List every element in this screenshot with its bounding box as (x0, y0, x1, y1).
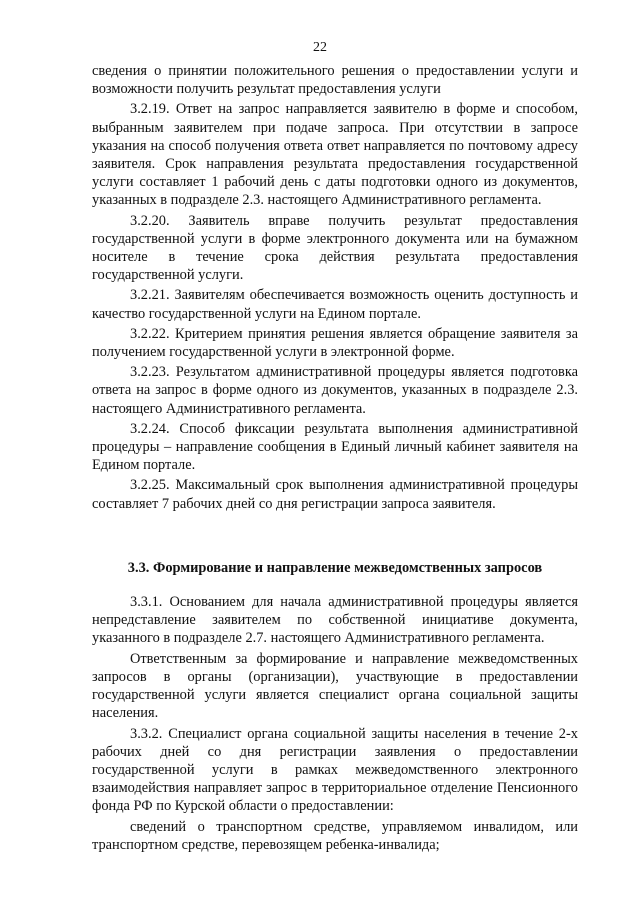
paragraph: 3.2.19. Ответ на запрос направляется заявителю в форме и способом, выбранным заявителем при подаче запроса. При отсутствии в запросе указания на способ получения ответа ответ направляется по почтовому адресу заявителя. Срок направления результата предоставления государственной услуги составляет 1 рабочий день с даты подготовки одного из документов, указанных в подразделе 2.3. настоящего Административного регламента. (92, 101, 578, 209)
paragraph: 3.2.20. Заявитель вправе получить результат предоставления государственной услуги в форме электронного документа или на бумажном носителе в течение срока действия результата предоставления государственной услуги. (92, 212, 578, 284)
paragraph: сведений о транспортном средстве, управляемом инвалидом, или транспортном средстве, перевозящем ребенка-инвалида; (92, 818, 578, 853)
paragraph: 3.3.2. Специалист органа социальной защиты населения в течение 2-х рабочих дней со дня регистрации заявления о предоставлении государственной услуги в рамках межведомственного электронного взаимодействия направляет запрос в территориальное отделение Пенсионного фонда РФ по Курской области о предоставлении: (92, 725, 578, 815)
paragraph: 3.2.25. Максимальный срок выполнения административной процедуры составляет 7 рабочих дней со дня регистрации запроса заявителя. (92, 477, 578, 512)
section-heading: 3.3. Формирование и направление межведомственных запросов (127, 559, 543, 576)
paragraph: 3.2.24. Способ фиксации результата выполнения административной процедуры – направление сообщения в Единый личный кабинет заявителя на Едином портале. (92, 420, 578, 474)
paragraph: 3.2.21. Заявителям обеспечивается возможность оценить доступность и качество государственной услуги на Едином портале. (92, 287, 578, 322)
paragraph: 3.2.22. Критерием принятия решения является обращение заявителя за получением государственной услуги в электронной форме. (92, 325, 578, 361)
paragraph: 3.2.23. Результатом административной процедуры является подготовка ответа на запрос в форме одного из документов, указанных в подразделе 2.3. настоящего Административного регламента. (92, 364, 578, 417)
paragraph: сведения о принятии положительного решения о предоставлении услуги и возможности получить результат предоставления услуги (92, 63, 578, 98)
document-body (92, 62, 578, 856)
paragraph: 3.3.1. Основанием для начала административной процедуры является непредставление заявителем по собственной инициативе документа, указанного в подразделе 2.7. настоящего Административного регламента. (92, 594, 578, 647)
page-number: 22 (313, 40, 327, 55)
paragraph: Ответственным за формирование и направление межведомственных запросов в органы (организации), участвующие в предоставлении государственной услуги является специалист органа социальной защиты населения. (92, 650, 578, 722)
